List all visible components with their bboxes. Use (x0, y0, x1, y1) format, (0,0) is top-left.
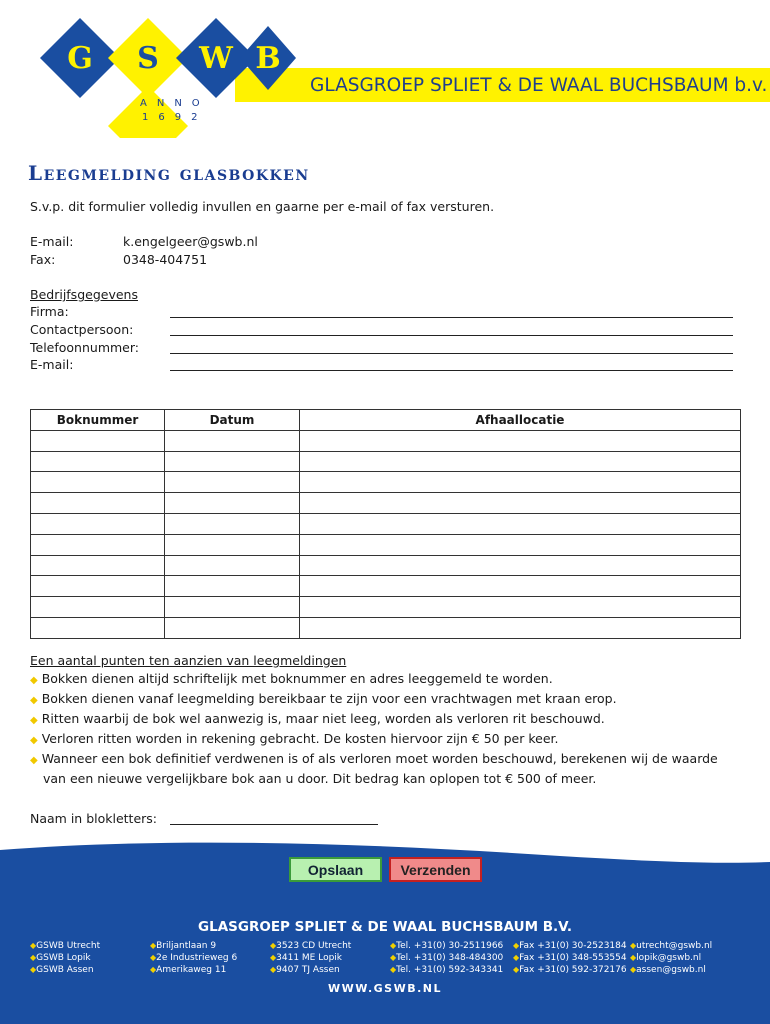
email-value: k.engelgeer@gswb.nl (123, 234, 258, 249)
notes-heading: Een aantal punten ten aanzien van leegmeldingen (30, 653, 347, 668)
diamond-bullet-icon: ◆ (270, 941, 277, 950)
diamond-bullet-icon: ◆ (513, 941, 520, 950)
table-row (31, 513, 741, 534)
diamond-bullet-icon: ◆ (630, 953, 637, 962)
footer-url[interactable]: WWW.GSWB.NL (327, 982, 443, 995)
afhaallocatie-cell[interactable] (300, 597, 741, 618)
datum-cell[interactable] (165, 472, 300, 493)
fax-label: Fax: (30, 252, 56, 267)
contact-field[interactable] (170, 335, 733, 336)
diamond-bullet-icon: ◆ (30, 755, 38, 766)
diamond-bullet-icon: ◆ (30, 953, 37, 962)
footer-col-streets: ◆Briljantlaan 9 ◆2e Industrieweg 6 ◆Amerikaweg 11 (150, 941, 238, 975)
notes-item: ◆ Wanneer een bok definitief verdwenen is of als verloren moet worden beschouwd, berekenen wij de waarde (30, 751, 718, 766)
header-datum: Datum (165, 410, 300, 431)
afhaallocatie-cell[interactable] (300, 555, 741, 576)
signature-field[interactable] (170, 824, 378, 825)
boknummer-cell[interactable] (31, 493, 165, 514)
datum-cell[interactable] (165, 451, 300, 472)
datum-cell[interactable] (165, 534, 300, 555)
logo-letter-g: G (67, 40, 93, 76)
datum-cell[interactable] (165, 555, 300, 576)
table-row (31, 555, 741, 576)
gswb-logo (28, 18, 298, 138)
afhaallocatie-cell[interactable] (300, 451, 741, 472)
diamond-bullet-icon: ◆ (390, 953, 397, 962)
boknummer-cell[interactable] (31, 597, 165, 618)
boknummer-cell[interactable] (31, 430, 165, 451)
diamond-bullet-icon: ◆ (390, 941, 397, 950)
diamond-bullet-icon: ◆ (150, 965, 157, 974)
intro-text: S.v.p. dit formulier volledig invullen en gaarne per e-mail of fax versturen. (30, 199, 495, 214)
company-email-field[interactable] (170, 370, 733, 371)
phone-field[interactable] (170, 353, 733, 354)
send-button[interactable]: Verzenden (389, 857, 482, 882)
boknummer-cell[interactable] (31, 451, 165, 472)
notes-item: ◆ Ritten waarbij de bok wel aanwezig is, maar niet leeg, worden als verloren rit beschouwd. (30, 711, 605, 726)
save-button[interactable]: Opslaan (289, 857, 382, 882)
header-afhaallocatie: Afhaallocatie (300, 410, 741, 431)
boknummer-cell[interactable] (31, 472, 165, 493)
company-name: GLASGROEP SPLIET & DE WAAL BUCHSBAUM b.v. (310, 75, 768, 96)
container-table (30, 409, 741, 639)
logo-letter-w: W (199, 40, 233, 76)
header-boknummer: Boknummer (31, 410, 165, 431)
footer-col-cities: ◆3523 CD Utrecht ◆3411 ME Lopik ◆9407 TJ Assen (270, 941, 352, 975)
afhaallocatie-cell[interactable] (300, 430, 741, 451)
table-row (31, 617, 741, 638)
notes-item-continuation: van een nieuwe vergelijkbare bok aan u door. Dit bedrag kan oplopen tot € 500 of meer. (43, 771, 597, 786)
afhaallocatie-cell[interactable] (300, 576, 741, 597)
afhaallocatie-cell[interactable] (300, 513, 741, 534)
diamond-bullet-icon: ◆ (30, 695, 38, 706)
boknummer-cell[interactable] (31, 534, 165, 555)
table-row (31, 597, 741, 618)
logo-anno: ANNO (140, 98, 210, 109)
table-row (31, 493, 741, 514)
table-row (31, 430, 741, 451)
form-title: Leegmelding glasbokken (28, 161, 310, 185)
table-row (31, 472, 741, 493)
email-label: E-mail: (30, 234, 74, 249)
diamond-bullet-icon: ◆ (390, 965, 397, 974)
logo-year: 1692 (142, 112, 208, 123)
diamond-bullet-icon: ◆ (30, 941, 37, 950)
datum-cell[interactable] (165, 576, 300, 597)
diamond-bullet-icon: ◆ (30, 675, 38, 686)
diamond-bullet-icon: ◆ (150, 941, 157, 950)
diamond-bullet-icon: ◆ (270, 953, 277, 962)
logo-letter-s: S (137, 40, 159, 76)
diamond-bullet-icon: ◆ (30, 735, 38, 746)
boknummer-cell[interactable] (31, 513, 165, 534)
table-row (31, 576, 741, 597)
fax-value: 0348-404751 (123, 252, 208, 267)
afhaallocatie-cell[interactable] (300, 534, 741, 555)
datum-cell[interactable] (165, 493, 300, 514)
footer-col-emails: ◆utrecht@gswb.nl ◆lopik@gswb.nl ◆assen@gswb.nl (630, 941, 713, 975)
notes-item: ◆ Bokken dienen vanaf leegmelding bereikbaar te zijn voor een vrachtwagen met kraan erop. (30, 691, 617, 706)
diamond-bullet-icon: ◆ (30, 715, 38, 726)
contact-label: Contactpersoon: (30, 322, 134, 337)
diamond-bullet-icon: ◆ (30, 965, 37, 974)
signature-label: Naam in blokletters: (30, 811, 158, 826)
diamond-bullet-icon: ◆ (150, 953, 157, 962)
footer-col-phones: ◆Tel. +31(0) 30-2511966 ◆Tel. +31(0) 348-484300 ◆Tel. +31(0) 592-343341 (390, 941, 504, 975)
diamond-bullet-icon: ◆ (630, 941, 637, 950)
notes-item: ◆ Verloren ritten worden in rekening gebracht. De kosten hiervoor zijn € 50 per keer. (30, 731, 559, 746)
boknummer-cell[interactable] (31, 617, 165, 638)
footer-title: GLASGROEP SPLIET & DE WAAL BUCHSBAUM B.V. (198, 919, 572, 935)
diamond-bullet-icon: ◆ (630, 965, 637, 974)
diamond-bullet-icon: ◆ (513, 953, 520, 962)
company-email-label: E-mail: (30, 357, 74, 372)
footer-col-faxes: ◆Fax +31(0) 30-2523184 ◆Fax +31(0) 348-553554 ◆Fax +31(0) 592-372176 (513, 941, 627, 975)
notes-item: ◆ Bokken dienen altijd schriftelijk met boknummer en adres leeggemeld te worden. (30, 671, 553, 686)
logo-letter-b: B (255, 40, 281, 76)
afhaallocatie-cell[interactable] (300, 617, 741, 638)
datum-cell[interactable] (165, 430, 300, 451)
diamond-bullet-icon: ◆ (513, 965, 520, 974)
afhaallocatie-cell[interactable] (300, 493, 741, 514)
company-section-heading: Bedrijfsgegevens (30, 287, 138, 302)
firma-field[interactable] (170, 317, 733, 318)
datum-cell[interactable] (165, 597, 300, 618)
table-row (31, 534, 741, 555)
table-row (31, 451, 741, 472)
afhaallocatie-cell[interactable] (300, 472, 741, 493)
phone-label: Telefoonnummer: (30, 340, 140, 355)
boknummer-cell[interactable] (31, 576, 165, 597)
datum-cell[interactable] (165, 617, 300, 638)
firma-label: Firma: (30, 304, 69, 319)
footer-col-locations: ◆GSWB Utrecht ◆GSWB Lopik ◆GSWB Assen (30, 941, 101, 975)
datum-cell[interactable] (165, 513, 300, 534)
boknummer-cell[interactable] (31, 555, 165, 576)
notes-section (30, 652, 718, 788)
diamond-bullet-icon: ◆ (270, 965, 277, 974)
